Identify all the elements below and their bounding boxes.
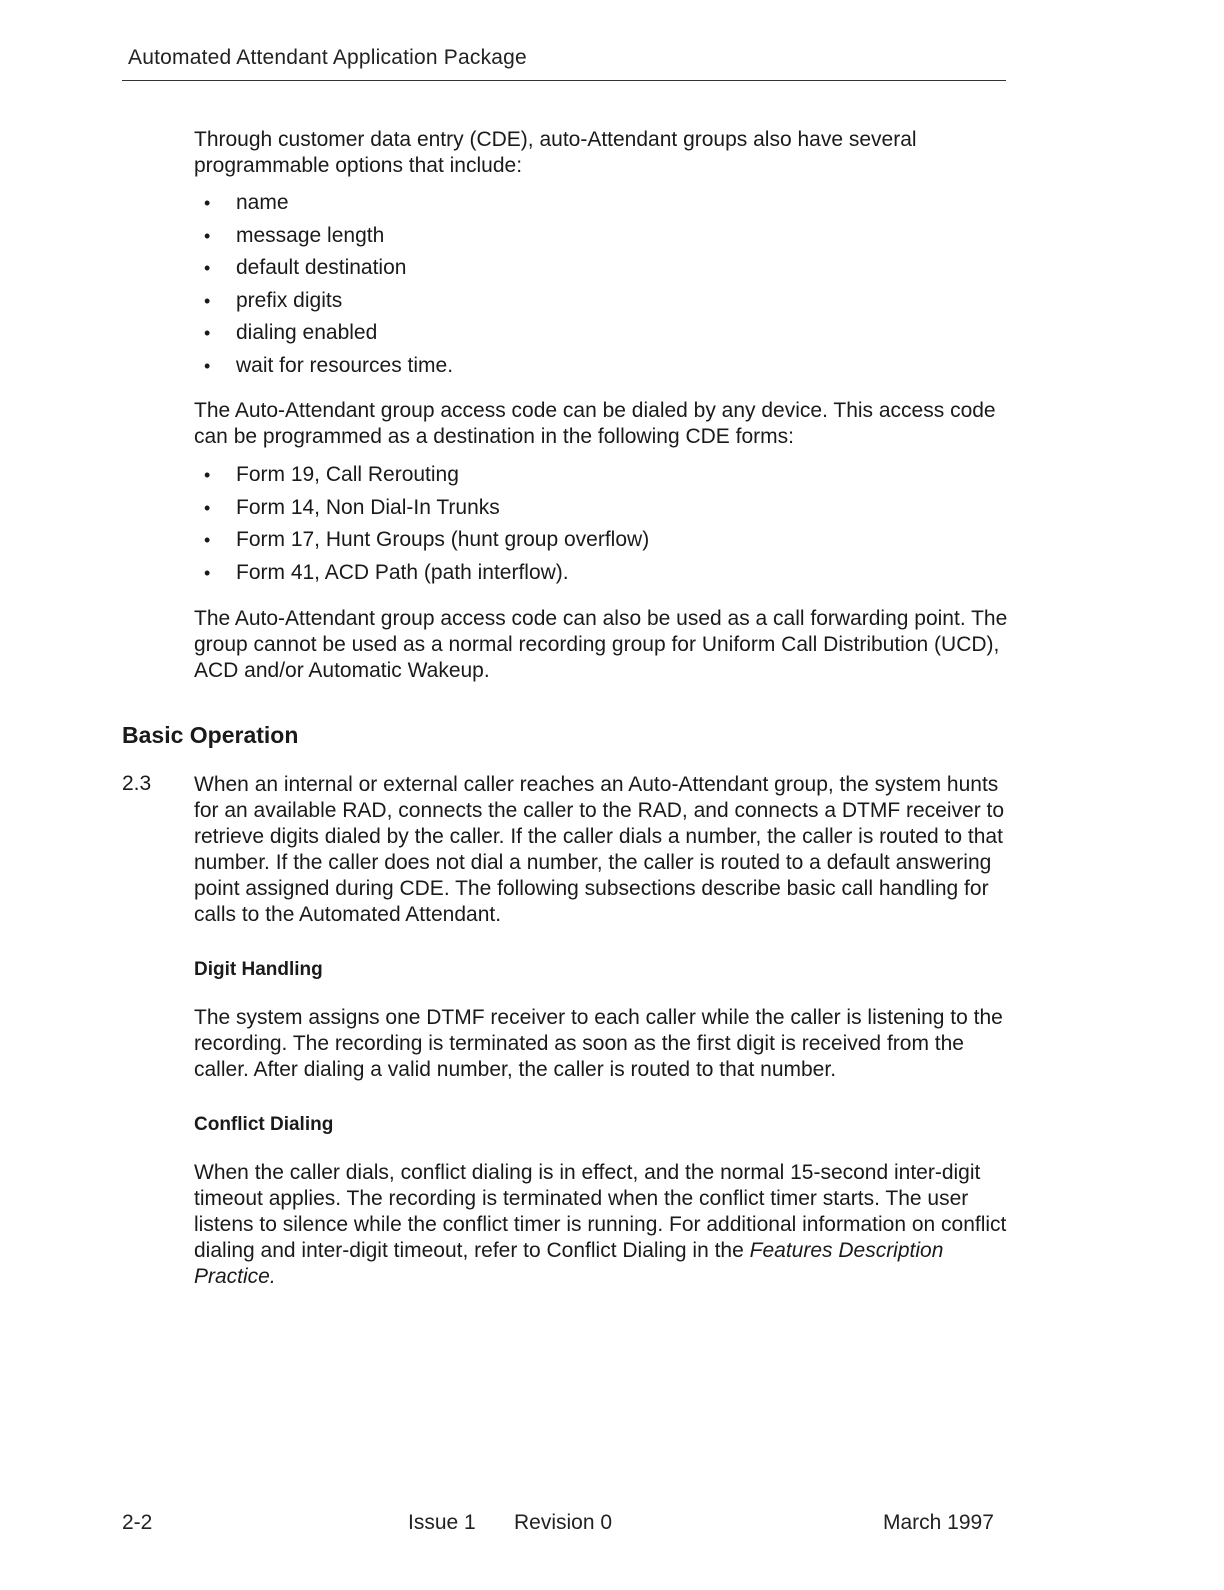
bullet-icon: •	[204, 497, 211, 518]
forms-list	[194, 462, 994, 592]
page-number: 2-2	[122, 1511, 153, 1534]
bullet-icon: •	[204, 290, 211, 311]
revision-label: Revision 0	[514, 1511, 613, 1534]
list-item: • Form 41, ACD Path (path interflow).	[204, 560, 569, 584]
forwarding-paragraph: The Auto-Attendant group access code can also be used as a call forwarding point. The group cannot be used as a normal recording group for Uniform Call Distribution (UCD), ACD and/or Automatic Wakeup.	[194, 607, 1008, 682]
digit-handling-heading: Digit Handling	[194, 959, 323, 980]
list-item: • default destination	[204, 256, 407, 279]
list-item: • Form 17, Hunt Groups (hunt group overflow)	[204, 528, 650, 551]
digit-handling-paragraph: The system assigns one DTMF receiver to each caller while the caller is listening to the recording. The recording is terminated as soon as the first digit is received from the caller. After dialing a valid number, the caller is routed to that number.	[194, 1006, 1003, 1081]
list-item: • dialing enabled	[204, 321, 378, 344]
header-rule	[122, 80, 1006, 81]
issue-label: Issue 1	[408, 1511, 476, 1534]
list-item: • Form 19, Call Rerouting	[204, 463, 459, 486]
access-code-paragraph: The Auto-Attendant group access code can be dialed by any device. This access code can be programmed as a destination in the following CDE forms:	[194, 399, 996, 448]
bullet-icon: •	[204, 193, 211, 213]
date-label: March 1997	[883, 1511, 994, 1534]
bullet-icon: •	[204, 323, 211, 343]
list-item: • name	[204, 191, 289, 214]
intro-paragraph: Through customer data entry (CDE), auto-Attendant groups also have several programmable options that include:	[194, 128, 917, 177]
bullet-icon: •	[204, 465, 211, 485]
list-item: • wait for resources time.	[204, 353, 454, 377]
bullet-icon: •	[204, 355, 211, 376]
bullet-icon: •	[204, 258, 211, 278]
list-item: • prefix digits	[204, 288, 343, 312]
bullet-icon: •	[204, 530, 211, 550]
basic-operation-paragraph: When an internal or external caller reaches an Auto-Attendant group, the system hunts for an available RAD, connects the caller to the RAD, and connects a DTMF receiver to retrieve digits dialed by the caller. If the caller dials a number, the caller is routed to that number. If the caller does not dial a number, the caller is routed to a default answering point assigned during CDE. The following subsections describe basic call handling for calls to the Automated Attendant.	[194, 773, 1005, 926]
list-item: • message length	[204, 223, 385, 247]
bullet-icon: •	[204, 562, 211, 583]
paragraph-number: 2.3	[122, 772, 152, 795]
conflict-dialing-paragraph: When the caller dials, conflict dialing is in effect, and the normal 15-second inter-digit timeout applies. The recording is terminated when the conflict timer starts. The user listens to silence while the conflict timer is running. For additional information on conflict dialing and inter-digit timeout, refer to Conflict Dialing in the Features Description Practice.	[194, 1161, 1007, 1288]
list-item: • Form 14, Non Dial-In Trunks	[204, 495, 500, 519]
options-list	[194, 190, 994, 385]
section-heading: Basic Operation	[122, 722, 299, 748]
conflict-dialing-heading: Conflict Dialing	[194, 1114, 334, 1135]
reference-title: Features Description Practice.	[194, 1239, 944, 1288]
running-header: Automated Attendant Application Package	[128, 46, 527, 69]
bullet-icon: •	[204, 225, 211, 246]
